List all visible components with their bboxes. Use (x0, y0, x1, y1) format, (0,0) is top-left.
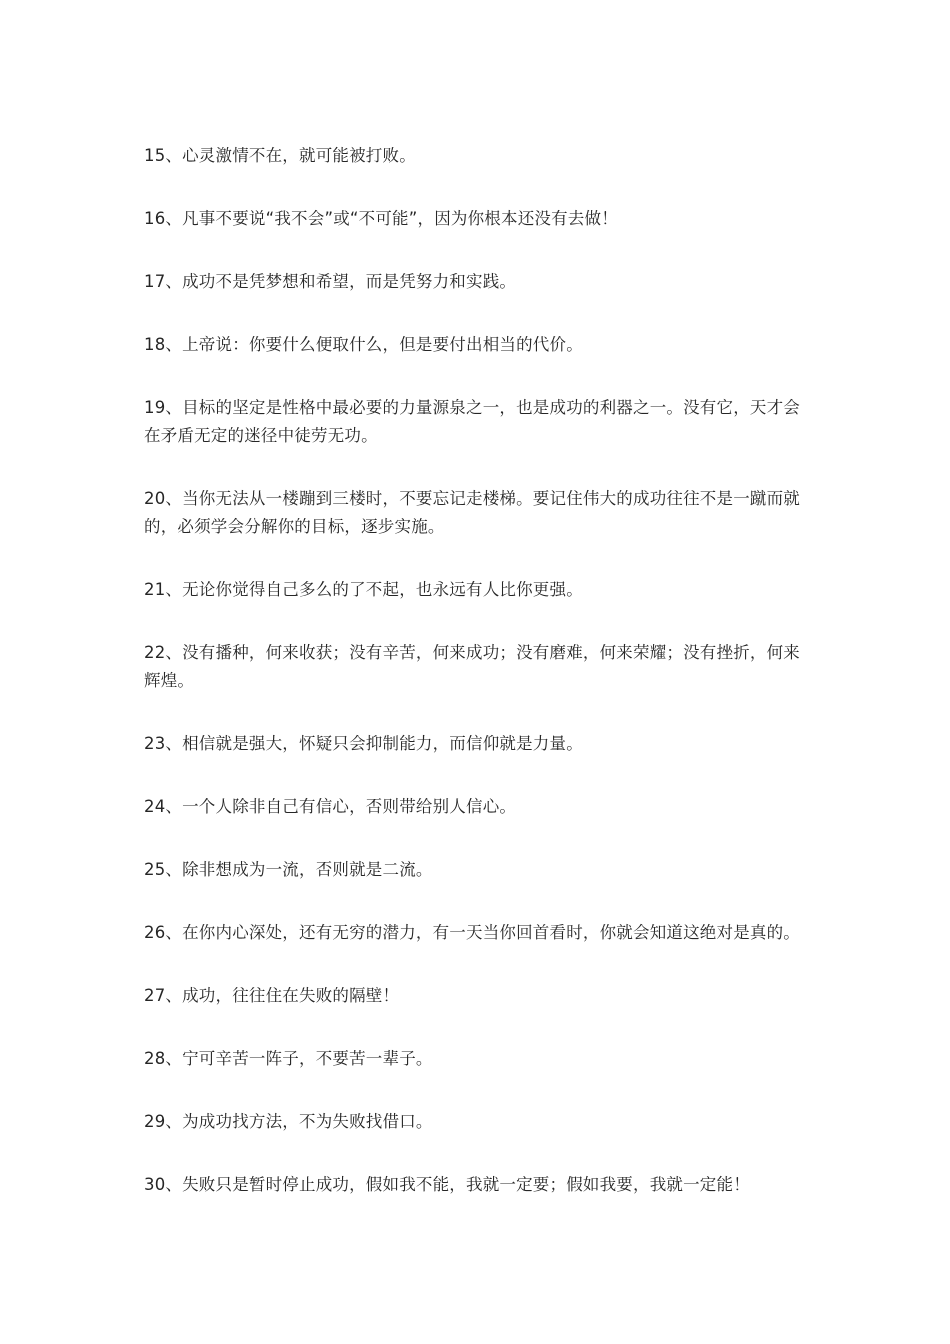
quote-24: 24、一个人除非自己有信心，否则带给别人信心。 (144, 797, 517, 816)
quote-17: 17、成功不是凭梦想和希望，而是凭努力和实践。 (144, 272, 517, 291)
quote-16: 16、凡事不要说“我不会”或“不可能”，因为你根本还没有去做！ (144, 209, 618, 228)
quote-18: 18、上帝说：你要什么便取什么，但是要付出相当的代价。 (144, 335, 583, 354)
quote-23: 23、相信就是强大，怀疑只会抑制能力，而信仰就是力量。 (144, 734, 583, 753)
quote-20: 20、当你无法从一楼蹦到三楼时，不要忘记走楼梯。要记住伟大的成功往往不是一蹴而就的，必须学会分解你的目标，逐步实施。 (144, 489, 800, 536)
quote-26: 26、在你内心深处，还有无穷的潜力，有一天当你回首看时，你就会知道这绝对是真的。 (144, 923, 800, 942)
quote-25: 25、除非想成为一流，否则就是二流。 (144, 860, 433, 879)
quote-15: 15、心灵激情不在，就可能被打败。 (144, 146, 416, 165)
quote-30: 30、失败只是暂时停止成功，假如我不能，我就一定要；假如我要，我就一定能！ (144, 1175, 750, 1194)
quote-list (144, 142, 810, 1234)
quote-29: 29、为成功找方法，不为失败找借口。 (144, 1112, 433, 1131)
quote-28: 28、宁可辛苦一阵子，不要苦一辈子。 (144, 1049, 433, 1068)
quote-19: 19、目标的坚定是性格中最必要的力量源泉之一，也是成功的利器之一。没有它，天才会在矛盾无定的迷径中徒劳无功。 (144, 398, 800, 445)
quote-22: 22、没有播种，何来收获；没有辛苦，何来成功；没有磨难，何来荣耀；没有挫折，何来辉煌。 (144, 643, 800, 690)
quote-21: 21、无论你觉得自己多么的了不起，也永远有人比你更强。 (144, 580, 583, 599)
quote-27: 27、成功，往往住在失败的隔壁！ (144, 986, 400, 1005)
